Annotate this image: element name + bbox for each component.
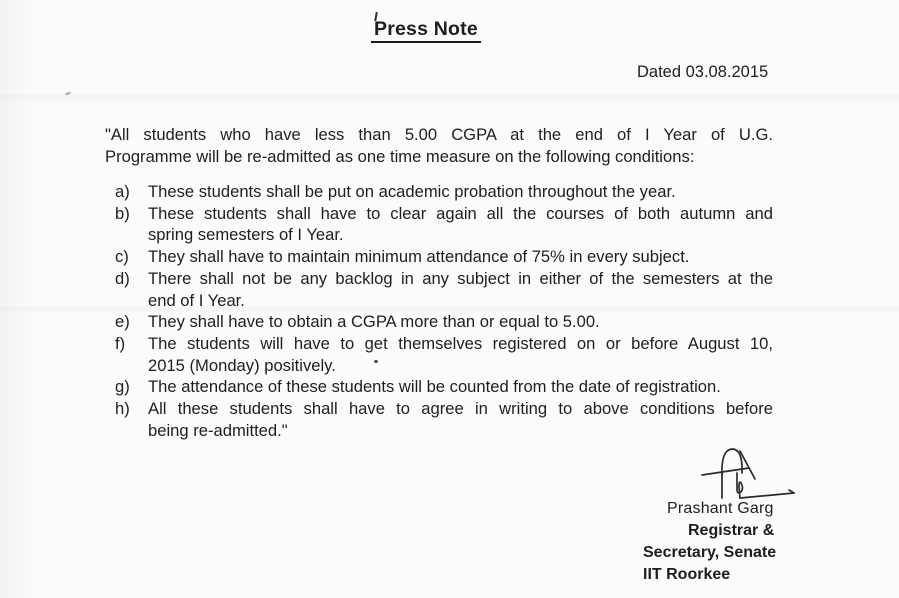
item-text: These students shall have to clear again all the courses of both autumn and (148, 203, 773, 223)
item-text: 2015 (Monday) positively. (148, 355, 336, 375)
scan-edge-shading (0, 0, 34, 598)
item-text: These students shall be put on academic probation throughout the year. (148, 182, 676, 201)
page-title: Press Note (371, 18, 481, 43)
list-item-f (115, 333, 775, 376)
item-text: There shall not be any backlog in any subject in either of the semesters at the (148, 268, 773, 288)
item-label: f) (115, 333, 126, 353)
item-text: being re-admitted." (148, 420, 288, 440)
item-text: They shall have to maintain minimum attendance of 75% in every subject. (148, 247, 690, 267)
item-text: The attendance of these students will be counted from the date of registration. (148, 377, 721, 397)
item-text: They shall have to obtain a CGPA more than or equal to 5.00. (148, 312, 600, 332)
item-label: b) (115, 203, 130, 223)
item-text: The students will have to get themselves registered on or before August 10, (148, 333, 773, 353)
item-text: All these students shall have to agree in writing to above conditions before (148, 399, 773, 419)
item-label: e) (115, 312, 130, 332)
list-item-e (115, 311, 775, 333)
item-label: a) (115, 182, 130, 201)
intro-paragraph (105, 124, 773, 168)
list-item-g (115, 376, 775, 398)
list-item-h (115, 398, 775, 441)
item-label: g) (115, 377, 130, 397)
list-item-c (115, 246, 775, 268)
date-line: Dated 03.08.2015 (637, 63, 769, 81)
signature-block (643, 498, 776, 586)
intro-line-1: "All students who have less than 5.00 CGPA at the end of I Year of U.G. (105, 125, 773, 144)
list-item-b (115, 203, 775, 246)
item-text: end of I Year. (148, 290, 245, 310)
signatory-role-3: IIT Roorkee (643, 566, 731, 583)
signatory-name: Prashant Garg (667, 500, 774, 517)
item-label: h) (115, 399, 130, 419)
list-item-d (115, 268, 775, 311)
scan-streak (0, 94, 899, 101)
item-label: c) (115, 247, 129, 267)
signature-scribble (696, 446, 802, 502)
item-text: spring semesters of I Year. (148, 225, 344, 245)
signatory-role-1: Registrar & (688, 522, 775, 539)
signatory-role-2: Secretary, Senate (643, 544, 777, 561)
intro-line-2: Programme will be re-admitted as one time measure on the following conditions: (105, 146, 695, 166)
conditions-list (115, 181, 775, 441)
list-item-a (115, 181, 775, 203)
item-label: d) (115, 268, 130, 288)
